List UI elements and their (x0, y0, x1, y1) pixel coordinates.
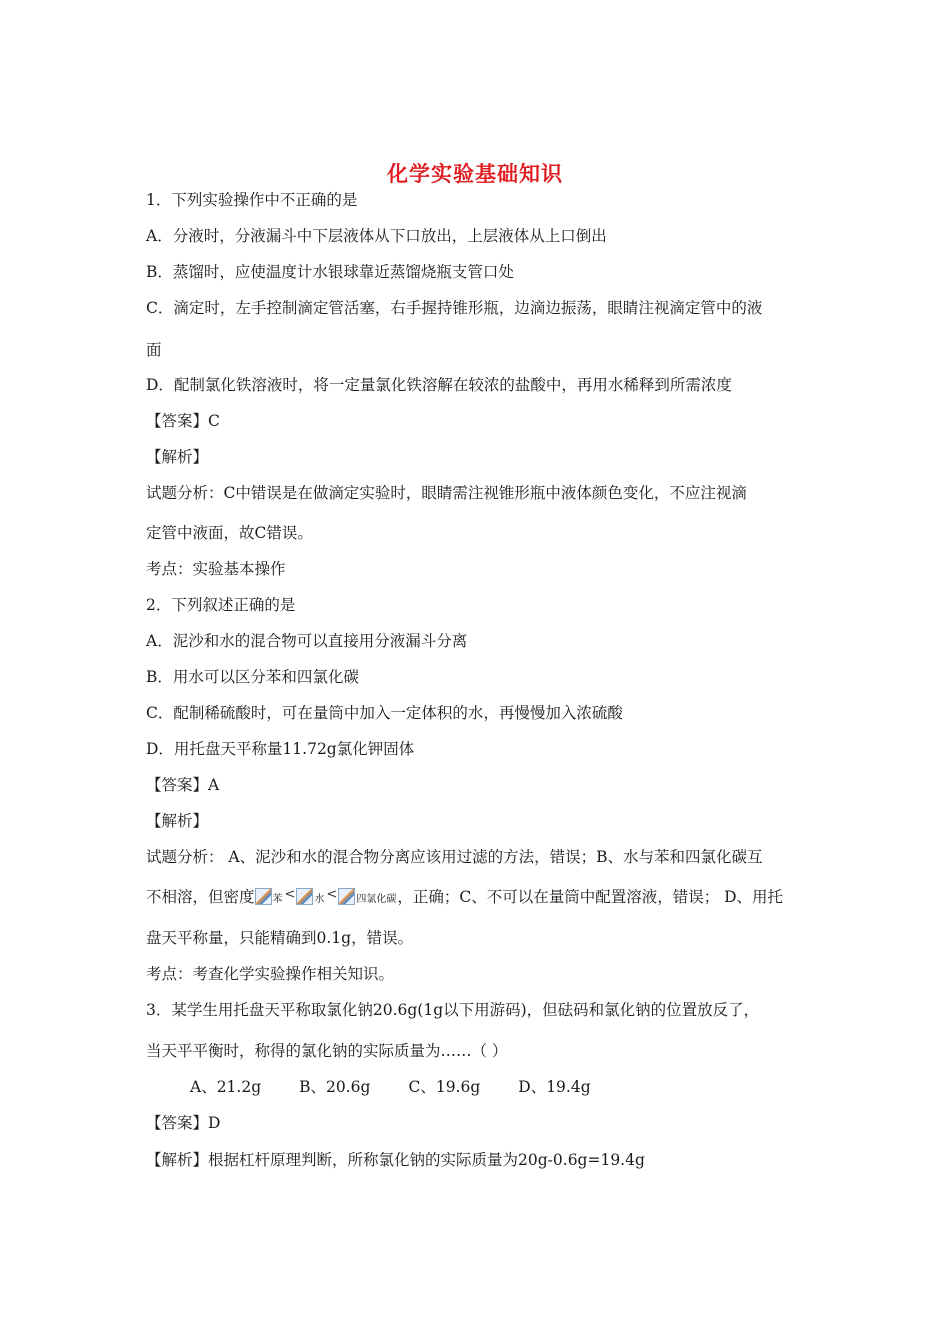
q1-analysis-label: 【解析】 (146, 448, 209, 466)
density-formula (255, 885, 398, 905)
q3-stem-line2: 当天平平衡时，称得的氯化钠的实际质量为……（ ） (146, 1042, 508, 1060)
q1-analysis-line2: 定管中液面，故C错误。 (146, 524, 313, 542)
q2-stem: 2．下列叙述正确的是 (146, 596, 296, 614)
q3-analysis-label: 【解析】 (146, 1151, 209, 1169)
q1-answer: 【答案】C (146, 412, 220, 430)
q2-answer: 【答案】A (146, 776, 220, 794)
q1-option-c-line1: C．滴定时，左手控制滴定管活塞，右手握持锥形瓶，边滴边振荡，眼睛注视滴定管中的液 (146, 299, 763, 317)
q1-option-c-line2: 面 (146, 341, 162, 359)
q3-option-c: C、19.6g (408, 1078, 481, 1096)
q3-option-d: D、19.4g (518, 1078, 591, 1096)
less-than-sign: < (284, 887, 296, 902)
q1-option-a: A．分液时，分液漏斗中下层液体从下口放出，上层液体从上口倒出 (146, 227, 607, 245)
q2-point: 考点：考查化学实验操作相关知识。 (146, 965, 395, 983)
q1-stem: 1．下列实验操作中不正确的是 (146, 191, 358, 209)
sub-benzene: 苯 (272, 894, 283, 905)
q2-analysis-line3: 盘天平称量，只能精确到0.1g，错误。 (146, 929, 414, 947)
q3-analysis-text: 根据杠杆原理判断，所称氯化钠的实际质量为20g-0.6g=19.4g (208, 1151, 645, 1169)
q2-option-d: D．用托盘天平称量11.72g氯化钾固体 (146, 740, 415, 758)
q3-analysis (146, 1150, 645, 1170)
sub-water: 水 (314, 894, 325, 905)
q3-option-b: B、20.6g (299, 1078, 371, 1096)
q2-analysis-line2-pre: 不相溶，但密度 (146, 888, 255, 906)
sub-carbon-tetrachloride: 四氯化碳 (356, 894, 397, 905)
q3-stem-line1: 3．某学生用托盘天平称取氯化钠20.6g(1g以下用游码)，但砝码和氯化钠的位置放反了， (146, 1001, 760, 1019)
q3-option-a: A、21.2g (190, 1078, 262, 1096)
q2-option-b: B．用水可以区分苯和四氯化碳 (146, 668, 359, 686)
q2-analysis-line2-post: ，正确；C、不可以在量筒中配置溶液，错误； D、用托 (397, 888, 784, 906)
q1-point: 考点：实验基本操作 (146, 560, 286, 578)
q2-option-a: A．泥沙和水的混合物可以直接用分液漏斗分离 (146, 632, 468, 650)
q2-analysis-line1: 试题分析： A、泥沙和水的混合物分离应该用过滤的方法，错误；B、水与苯和四氯化碳互 (146, 848, 763, 866)
q2-analysis-line2 (146, 885, 783, 907)
q2-option-c: C．配制稀硫酸时，可在量筒中加入一定体积的水，再慢慢加入浓硫酸 (146, 704, 623, 722)
q1-option-d: D．配制氯化铁溶液时，将一定量氯化铁溶解在较浓的盐酸中，再用水稀释到所需浓度 (146, 376, 732, 394)
q3-options (190, 1077, 629, 1097)
formula-image-icon (296, 888, 313, 905)
document-title: 化学实验基础知识 (387, 162, 563, 186)
formula-image-icon (255, 888, 272, 905)
q2-analysis-label: 【解析】 (146, 812, 209, 830)
formula-image-icon (338, 888, 355, 905)
q1-option-b: B．蒸馏时，应使温度计水银球靠近蒸馏烧瓶支管口处 (146, 263, 514, 281)
q3-answer: 【答案】D (146, 1114, 221, 1132)
less-than-sign: < (326, 887, 338, 902)
q1-analysis-line1: 试题分析：C中错误是在做滴定实验时，眼睛需注视锥形瓶中液体颜色变化，不应注视滴 (146, 484, 747, 502)
